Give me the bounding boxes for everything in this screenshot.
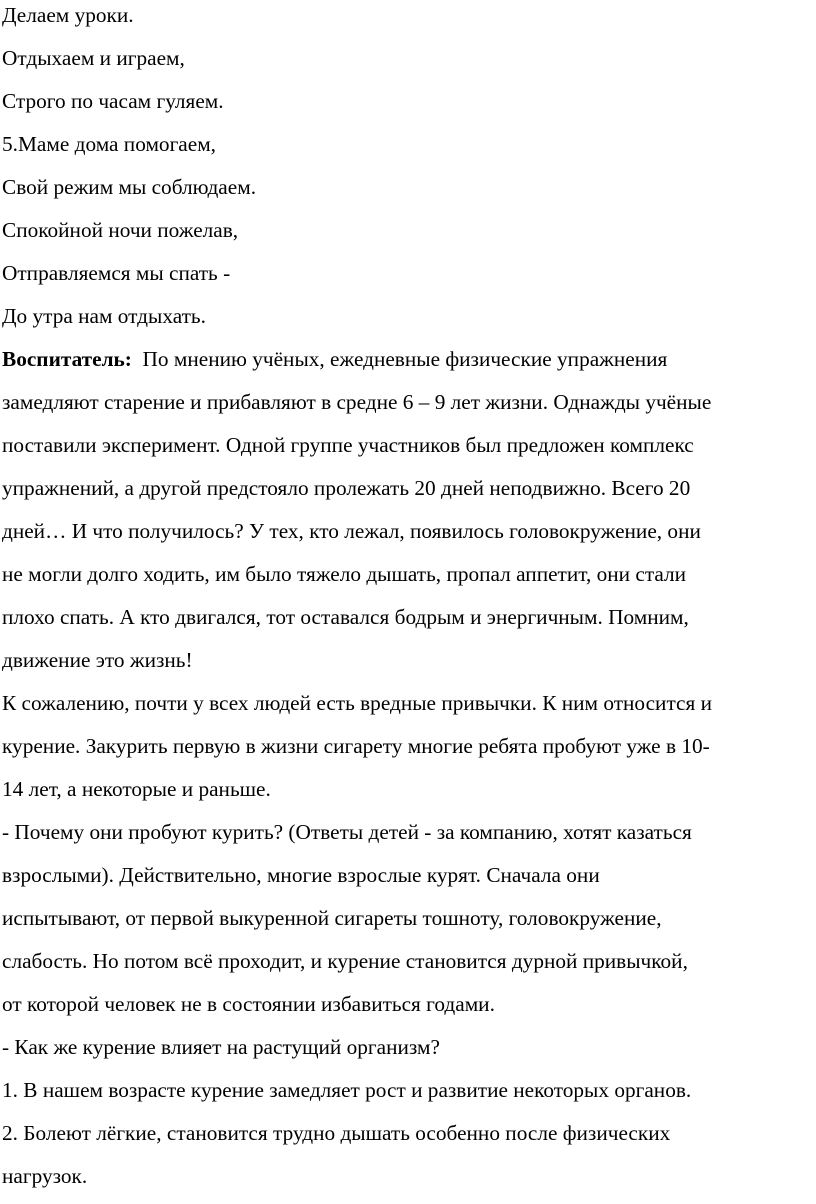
poem-line: 5.Маме дома помогаем, [2, 132, 217, 156]
speaker-label: Воспитатель: [2, 347, 132, 371]
poem-line: Отправляемся мы спать - [2, 261, 231, 285]
paragraph-text: По мнению учёных, ежедневные физические упражнения [131, 347, 668, 371]
paragraph-line: 14 лет, а некоторые и раньше. [2, 777, 271, 801]
poem [2, 0, 816, 344]
paragraph-line: упражнений, а другой предстояло пролежать 20 дней неподвижно. Всего 20 [2, 476, 691, 500]
question-paragraph [2, 817, 816, 1032]
paragraph-line: от которой человек не в состоянии избавиться годами. [2, 992, 495, 1016]
educator-first-line [2, 344, 816, 387]
list-item-continuation: нагрузок. [2, 1164, 88, 1188]
poem-line: Строго по часам гуляем. [2, 89, 224, 113]
educator-paragraph [2, 344, 816, 688]
poem-line: Спокойной ночи пожелав, [2, 218, 239, 242]
list-item: 1. В нашем возрасте курение замедляет рост и развитие некоторых органов. [2, 1078, 692, 1102]
paragraph-line: слабость. Но потом всё проходит, и курение становится дурной привычкой, [2, 949, 688, 973]
poem-line: Делаем уроки. [2, 3, 134, 27]
paragraph-line: курение. Закурить первую в жизни сигарету многие ребята пробуют уже в 10- [2, 734, 710, 758]
paragraph-line: поставили эксперимент. Одной группе участников был предложен комплекс [2, 433, 694, 457]
paragraph-line: движение это жизнь! [2, 648, 193, 672]
paragraph-line: - Почему они пробуют курить? (Ответы детей - за компанию, хотят казаться [2, 820, 692, 844]
list-item: 2. Болеют лёгкие, становится трудно дышать особенно после физических [2, 1121, 671, 1145]
paragraph-line: взрослыми). Действительно, многие взрослые курят. Сначала они [2, 863, 600, 887]
paragraph-line: не могли долго ходить, им было тяжело дышать, пропал аппетит, они стали [2, 562, 687, 586]
poem-line: До утра нам отдыхать. [2, 304, 206, 328]
paragraph-line: замедляют старение и прибавляют в средне 6 – 9 лет жизни. Однажды учёные [2, 390, 712, 414]
smoking-paragraph [2, 688, 816, 817]
paragraph-line: плохо спать. А кто двигался, тот оставался бодрым и энергичным. Помним, [2, 605, 689, 629]
answer-list [2, 1075, 816, 1204]
paragraph-line: испытывают, от первой выкуренной сигареты тошноту, головокружение, [2, 906, 662, 930]
question-line: - Как же курение влияет на растущий организм? [2, 1035, 440, 1059]
poem-line: Свой режим мы соблюдаем. [2, 175, 257, 199]
paragraph-line: К сожалению, почти у всех людей есть вредные привычки. К ним относится и [2, 691, 712, 715]
document-page [2, 0, 816, 1204]
poem-line: Отдыхаем и играем, [2, 46, 185, 70]
paragraph-line: дней… И что получилось? У тех, кто лежал, появилось головокружение, они [2, 519, 701, 543]
